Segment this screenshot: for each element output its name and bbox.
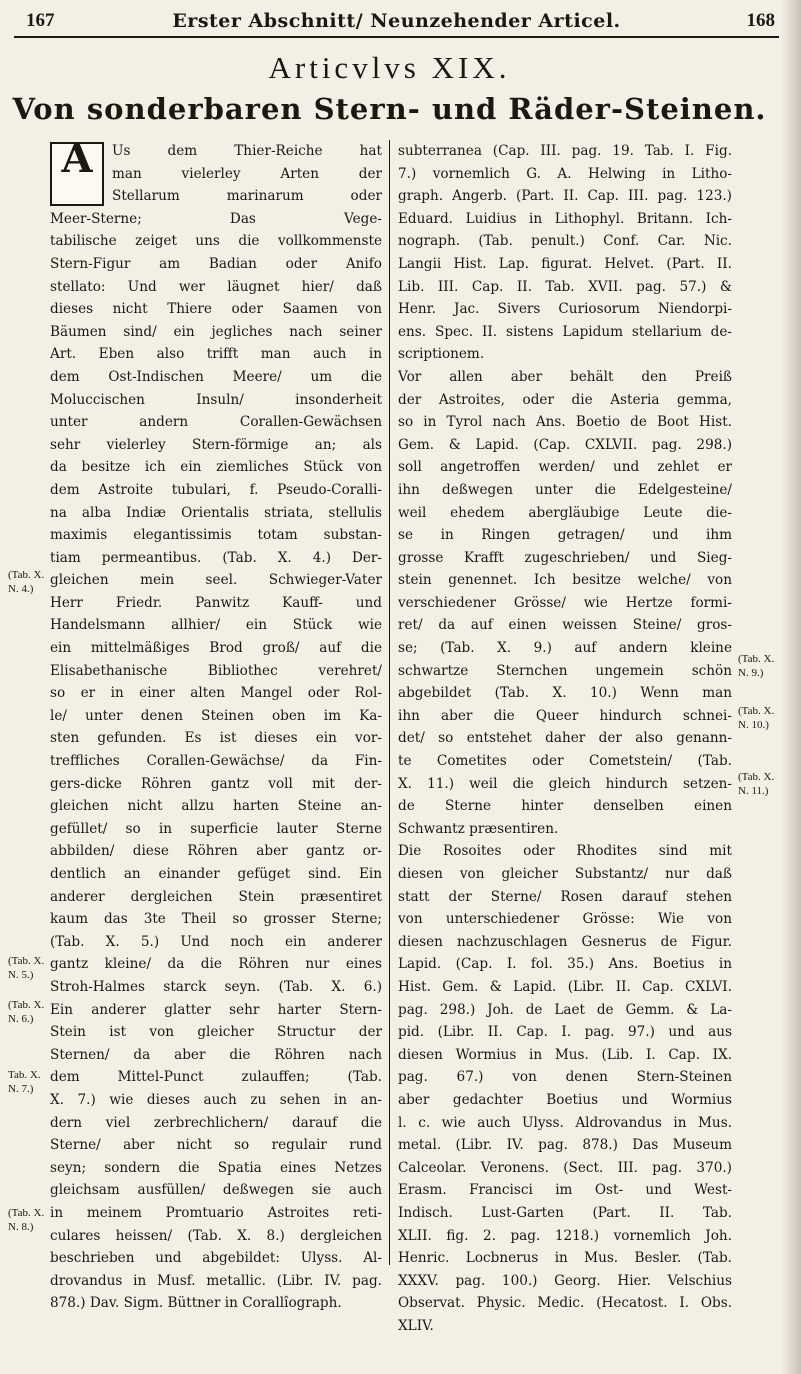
text-line: Herr Friedr. Panwitz Kauff- und bbox=[50, 594, 382, 611]
margin-note-left-5: (Tab. X. N. 8.) bbox=[8, 1207, 45, 1233]
text-line: XLIV. bbox=[398, 1317, 434, 1334]
text-line: Lib. III. Cap. II. Tab. XVII. pag. 57.) & bbox=[398, 278, 732, 295]
text-line: scriptionem. bbox=[398, 346, 485, 363]
text-line: Stein ist von gleicher Structur der bbox=[50, 1024, 382, 1041]
margin-note-right-1: (Tab. X. N. 9.) bbox=[738, 653, 775, 679]
decorated-initial bbox=[50, 135, 104, 206]
running-head-title: Erster Abschnitt/ Neunzehender Articel. bbox=[172, 10, 621, 32]
text-line: beschrieben und abgebildet: Ulyss. Al- bbox=[50, 1250, 382, 1267]
text-line: Henr. Jac. Sivers Curiosorum Niendorpi- bbox=[398, 301, 732, 318]
left-text-column bbox=[50, 135, 382, 1315]
text-line: gefüllet/ so in superficie lauter Sterne bbox=[50, 820, 382, 837]
text-line: pid. (Libr. II. Cap. I. pag. 97.) und aus bbox=[398, 1024, 732, 1041]
text-line: Gem. & Lapid. (Cap. CXLVII. pag. 298.) bbox=[398, 436, 732, 453]
text-line: dieses nicht Thiere oder Saamen von bbox=[50, 301, 382, 318]
text-line: graph. Angerb. (Part. II. Cap. III. pag. 123.) bbox=[398, 188, 732, 205]
text-line: Us dem Thier-Reiche hat bbox=[112, 143, 382, 159]
text-line: Hist. Gem. & Lapid. (Libr. II. Cap. CXLVI. bbox=[398, 978, 732, 995]
text-line: ein mittelmäßiges Brod groß/ auf die bbox=[50, 640, 382, 657]
text-line: weil ehedem abergläubige Leute die- bbox=[398, 504, 732, 521]
text-line: grosse Krafft zugeschrieben/ und Sieg- bbox=[398, 549, 732, 566]
text-line: tabilische zeiget uns die vollkommenste bbox=[50, 233, 382, 250]
text-line: 878.) Dav. Sigm. Büttner in Corallîograph. bbox=[50, 1295, 342, 1312]
text-line: maximis elegantissimis totam substan- bbox=[50, 527, 382, 544]
text-line: anderer dergleichen Stein præsentiret bbox=[50, 888, 382, 905]
text-line: stein genennet. Ich besitze welche/ von bbox=[398, 572, 732, 589]
text-line: Sternen/ da aber die Röhren nach bbox=[50, 1046, 382, 1063]
margin-note-left-1: (Tab. X. N. 4.) bbox=[8, 569, 45, 595]
text-line: X. 11.) weil die gleich hindurch setzen- bbox=[398, 775, 732, 792]
text-line: kaum das 3te Theil so grosser Sterne; bbox=[50, 911, 382, 928]
text-line: sehr vielerley Stern-förmige an; als bbox=[50, 436, 382, 453]
text-line: culares heissen/ (Tab. X. 8.) dergleichen bbox=[50, 1227, 382, 1244]
text-line: gleichen nicht allzu harten Steine an- bbox=[50, 798, 382, 815]
article-heading: Articvlvs XIX. bbox=[268, 50, 511, 85]
text-line: aber gedachter Boetius und Wormius bbox=[398, 1091, 732, 1108]
page-number-left: 167 bbox=[26, 10, 55, 31]
text-line: XLII. fig. 2. pag. 1218.) vornemlich Joh. bbox=[398, 1227, 732, 1244]
text-line: l. c. wie auch Ulyss. Aldrovandus in Mus. bbox=[398, 1114, 732, 1131]
text-line: Art. Eben also trifft man auch in bbox=[50, 346, 382, 363]
text-line: det/ so entstehet daher der also genann- bbox=[398, 730, 732, 747]
text-line: ihn aber die Queer hindurch schnei- bbox=[398, 707, 732, 724]
text-line: soll angetroffen werden/ und zehlet er bbox=[398, 459, 732, 476]
text-line: XXXV. pag. 100.) Georg. Hier. Velschius bbox=[398, 1272, 732, 1289]
text-line: pag. 298.) Joh. de Laet de Gemm. & La- bbox=[398, 1001, 732, 1018]
text-line: Meer-Sterne; Das Vege- bbox=[50, 210, 382, 227]
text-line: Schwantz præsentiren. bbox=[398, 820, 559, 837]
text-line: treffliches Corallen-Gewächse/ da Fin- bbox=[50, 753, 382, 770]
text-line: se; (Tab. X. 9.) auf andern kleine bbox=[398, 640, 732, 657]
text-line: Eduard. Luidius in Lithophyl. Britann. Ich- bbox=[398, 210, 732, 227]
text-line: von unterschiedener Grösse: Wie von bbox=[398, 911, 732, 928]
text-line: schwartze Sternchen ungemein schön bbox=[398, 662, 732, 679]
text-line: abgebildet (Tab. X. 10.) Wenn man bbox=[398, 685, 732, 702]
text-line: diesen Wormius in Mus. (Lib. I. Cap. IX. bbox=[398, 1046, 732, 1063]
margin-note-right-2: (Tab. X. N. 10.) bbox=[738, 705, 775, 731]
text-line: gleichen mein seel. Schwieger-Vater bbox=[50, 572, 382, 589]
text-line: Moluccischen Insuln/ insonderheit bbox=[50, 391, 382, 408]
text-line: Die Rosoites oder Rhodites sind mit bbox=[398, 843, 732, 860]
text-line: Indisch. Lust-Garten (Part. II. Tab. bbox=[398, 1204, 732, 1221]
text-line: gers-dicke Röhren gantz voll mit der- bbox=[50, 775, 382, 792]
text-line: verschiedener Grösse/ wie Hertze formi- bbox=[398, 594, 732, 611]
text-line: seyn; sondern die Spatia eines Netzes bbox=[50, 1159, 382, 1176]
margin-note-left-2: (Tab. X. N. 5.) bbox=[8, 955, 45, 981]
text-line: de Sterne hinter denselben einen bbox=[398, 798, 732, 815]
margin-note-right-3: (Tab. X. N. 11.) bbox=[738, 771, 775, 797]
text-line: Henric. Locbnerus in Mus. Besler. (Tab. bbox=[398, 1250, 732, 1267]
text-line: drovandus in Musf. metallic. (Libr. IV. pag. bbox=[50, 1272, 382, 1289]
text-line: Bäumen sind/ ein jegliches nach seiner bbox=[50, 323, 382, 340]
column-divider bbox=[389, 140, 390, 1265]
right-text-column bbox=[398, 140, 732, 1337]
text-line: unter andern Corallen-Gewächsen bbox=[50, 414, 382, 431]
text-line: ens. Spec. II. sistens Lapidum stellarium de- bbox=[398, 323, 732, 340]
text-line: tiam permeantibus. (Tab. X. 4.) Der- bbox=[50, 549, 382, 566]
text-line: X. 7.) wie dieses auch zu sehen in an- bbox=[50, 1091, 382, 1108]
text-line: le/ unter denen Steinen oben im Ka- bbox=[50, 707, 382, 724]
text-line: der Astroites, oder die Asteria gemma, bbox=[398, 391, 732, 408]
text-line: da besitze ich ein ziemliches Stück von bbox=[50, 459, 382, 476]
text-line: (Tab. X. 5.) Und noch ein anderer bbox=[50, 933, 382, 950]
text-line: metal. (Libr. IV. pag. 878.) Das Museum bbox=[398, 1137, 732, 1154]
running-head bbox=[14, 6, 779, 38]
text-line: 7.) vornemlich G. A. Helwing in Litho- bbox=[398, 165, 732, 182]
text-line: na alba Indiæ Orientalis striata, stellulis bbox=[50, 504, 382, 521]
initial-letter: A bbox=[61, 135, 93, 182]
text-line: so er in einer alten Mangel oder Rol- bbox=[50, 685, 382, 702]
text-line: dern viel zerbrechlichern/ darauf die bbox=[50, 1114, 382, 1131]
text-line: nograph. (Tab. penult.) Conf. Car. Nic. bbox=[398, 233, 732, 250]
text-line: te Cometites oder Cometstein/ (Tab. bbox=[398, 753, 732, 770]
margin-note-left-4: Tab. X. N. 7.) bbox=[8, 1069, 41, 1095]
text-line: se in Ringen getragen/ und ihm bbox=[398, 527, 732, 544]
text-line: Calceolar. Veronens. (Sect. III. pag. 370.) bbox=[398, 1159, 732, 1176]
margin-note-left-3: (Tab. X. N. 6.) bbox=[8, 999, 45, 1025]
text-line: Stellarum marinarum oder bbox=[112, 188, 382, 205]
text-line: sten gefunden. Es ist dieses ein vor- bbox=[50, 730, 382, 747]
text-line: Stern-Figur am Badian oder Anifo bbox=[50, 255, 382, 272]
text-line: Vor allen aber behält den Preiß bbox=[398, 368, 732, 385]
text-line: dem Astroite tubulari, f. Pseudo-Coralli- bbox=[50, 481, 382, 498]
text-line: ihn deßwegen unter die Edelgesteine/ bbox=[398, 481, 732, 498]
text-line: so in Tyrol nach Ans. Boetio de Boot Hist. bbox=[398, 414, 732, 431]
text-line: gleichsam ausfüllen/ deßwegen sie auch bbox=[50, 1182, 382, 1199]
text-line: Lapid. (Cap. I. fol. 35.) Ans. Boetius in bbox=[398, 956, 732, 973]
text-line: dem Mittel-Punct zulauffen; (Tab. bbox=[50, 1069, 382, 1086]
text-line: man vielerley Arten der bbox=[112, 165, 382, 182]
text-line: dem Ost-Indischen Meere/ um die bbox=[50, 368, 382, 385]
text-line: Erasm. Francisci im Ost- und West- bbox=[398, 1182, 732, 1199]
text-line: Ein anderer glatter sehr harter Stern- bbox=[50, 1001, 382, 1018]
text-line: statt der Sterne/ Rosen darauf stehen bbox=[398, 888, 732, 905]
text-line: diesen von gleicher Substantz/ nur daß bbox=[398, 866, 732, 882]
text-line: gantz kleine/ da die Röhren nur eines bbox=[50, 956, 382, 973]
text-line: Handelsmann allhier/ ein Stück wie bbox=[50, 617, 382, 634]
section-title: Von sonderbaren Stern- und Räder-Steinen. bbox=[12, 92, 767, 126]
text-line: Elisabethanische Bibliothec verehret/ bbox=[50, 662, 382, 679]
text-line: Observat. Physic. Medic. (Hecatost. I. Obs. bbox=[398, 1295, 732, 1312]
text-line: subterranea (Cap. III. pag. 19. Tab. I. Fig. bbox=[398, 143, 732, 159]
text-line: stellato: Und wer läugnet hier/ daß bbox=[50, 278, 382, 295]
text-line: abbilden/ diese Röhren aber gantz or- bbox=[50, 843, 382, 860]
text-line: pag. 67.) von denen Stern-Steinen bbox=[398, 1069, 732, 1086]
text-line: dentlich an einander gefüget sind. Ein bbox=[50, 866, 382, 882]
text-line: Stroh-Halmes starck seyn. (Tab. X. 6.) bbox=[50, 978, 382, 995]
text-line: Langii Hist. Lap. figurat. Helvet. (Part. II. bbox=[398, 255, 732, 272]
text-line: ret/ da auf einen weissen Steine/ gros- bbox=[398, 617, 732, 634]
page-number-right: 168 bbox=[746, 10, 775, 31]
page-edge-shadow bbox=[781, 0, 801, 1374]
text-line: diesen nachzuschlagen Gesnerus de Figur. bbox=[398, 933, 732, 950]
text-line: Sterne/ aber nicht so regulair rund bbox=[50, 1137, 382, 1154]
text-line: in meinem Promtuario Astroites reti- bbox=[50, 1204, 382, 1221]
